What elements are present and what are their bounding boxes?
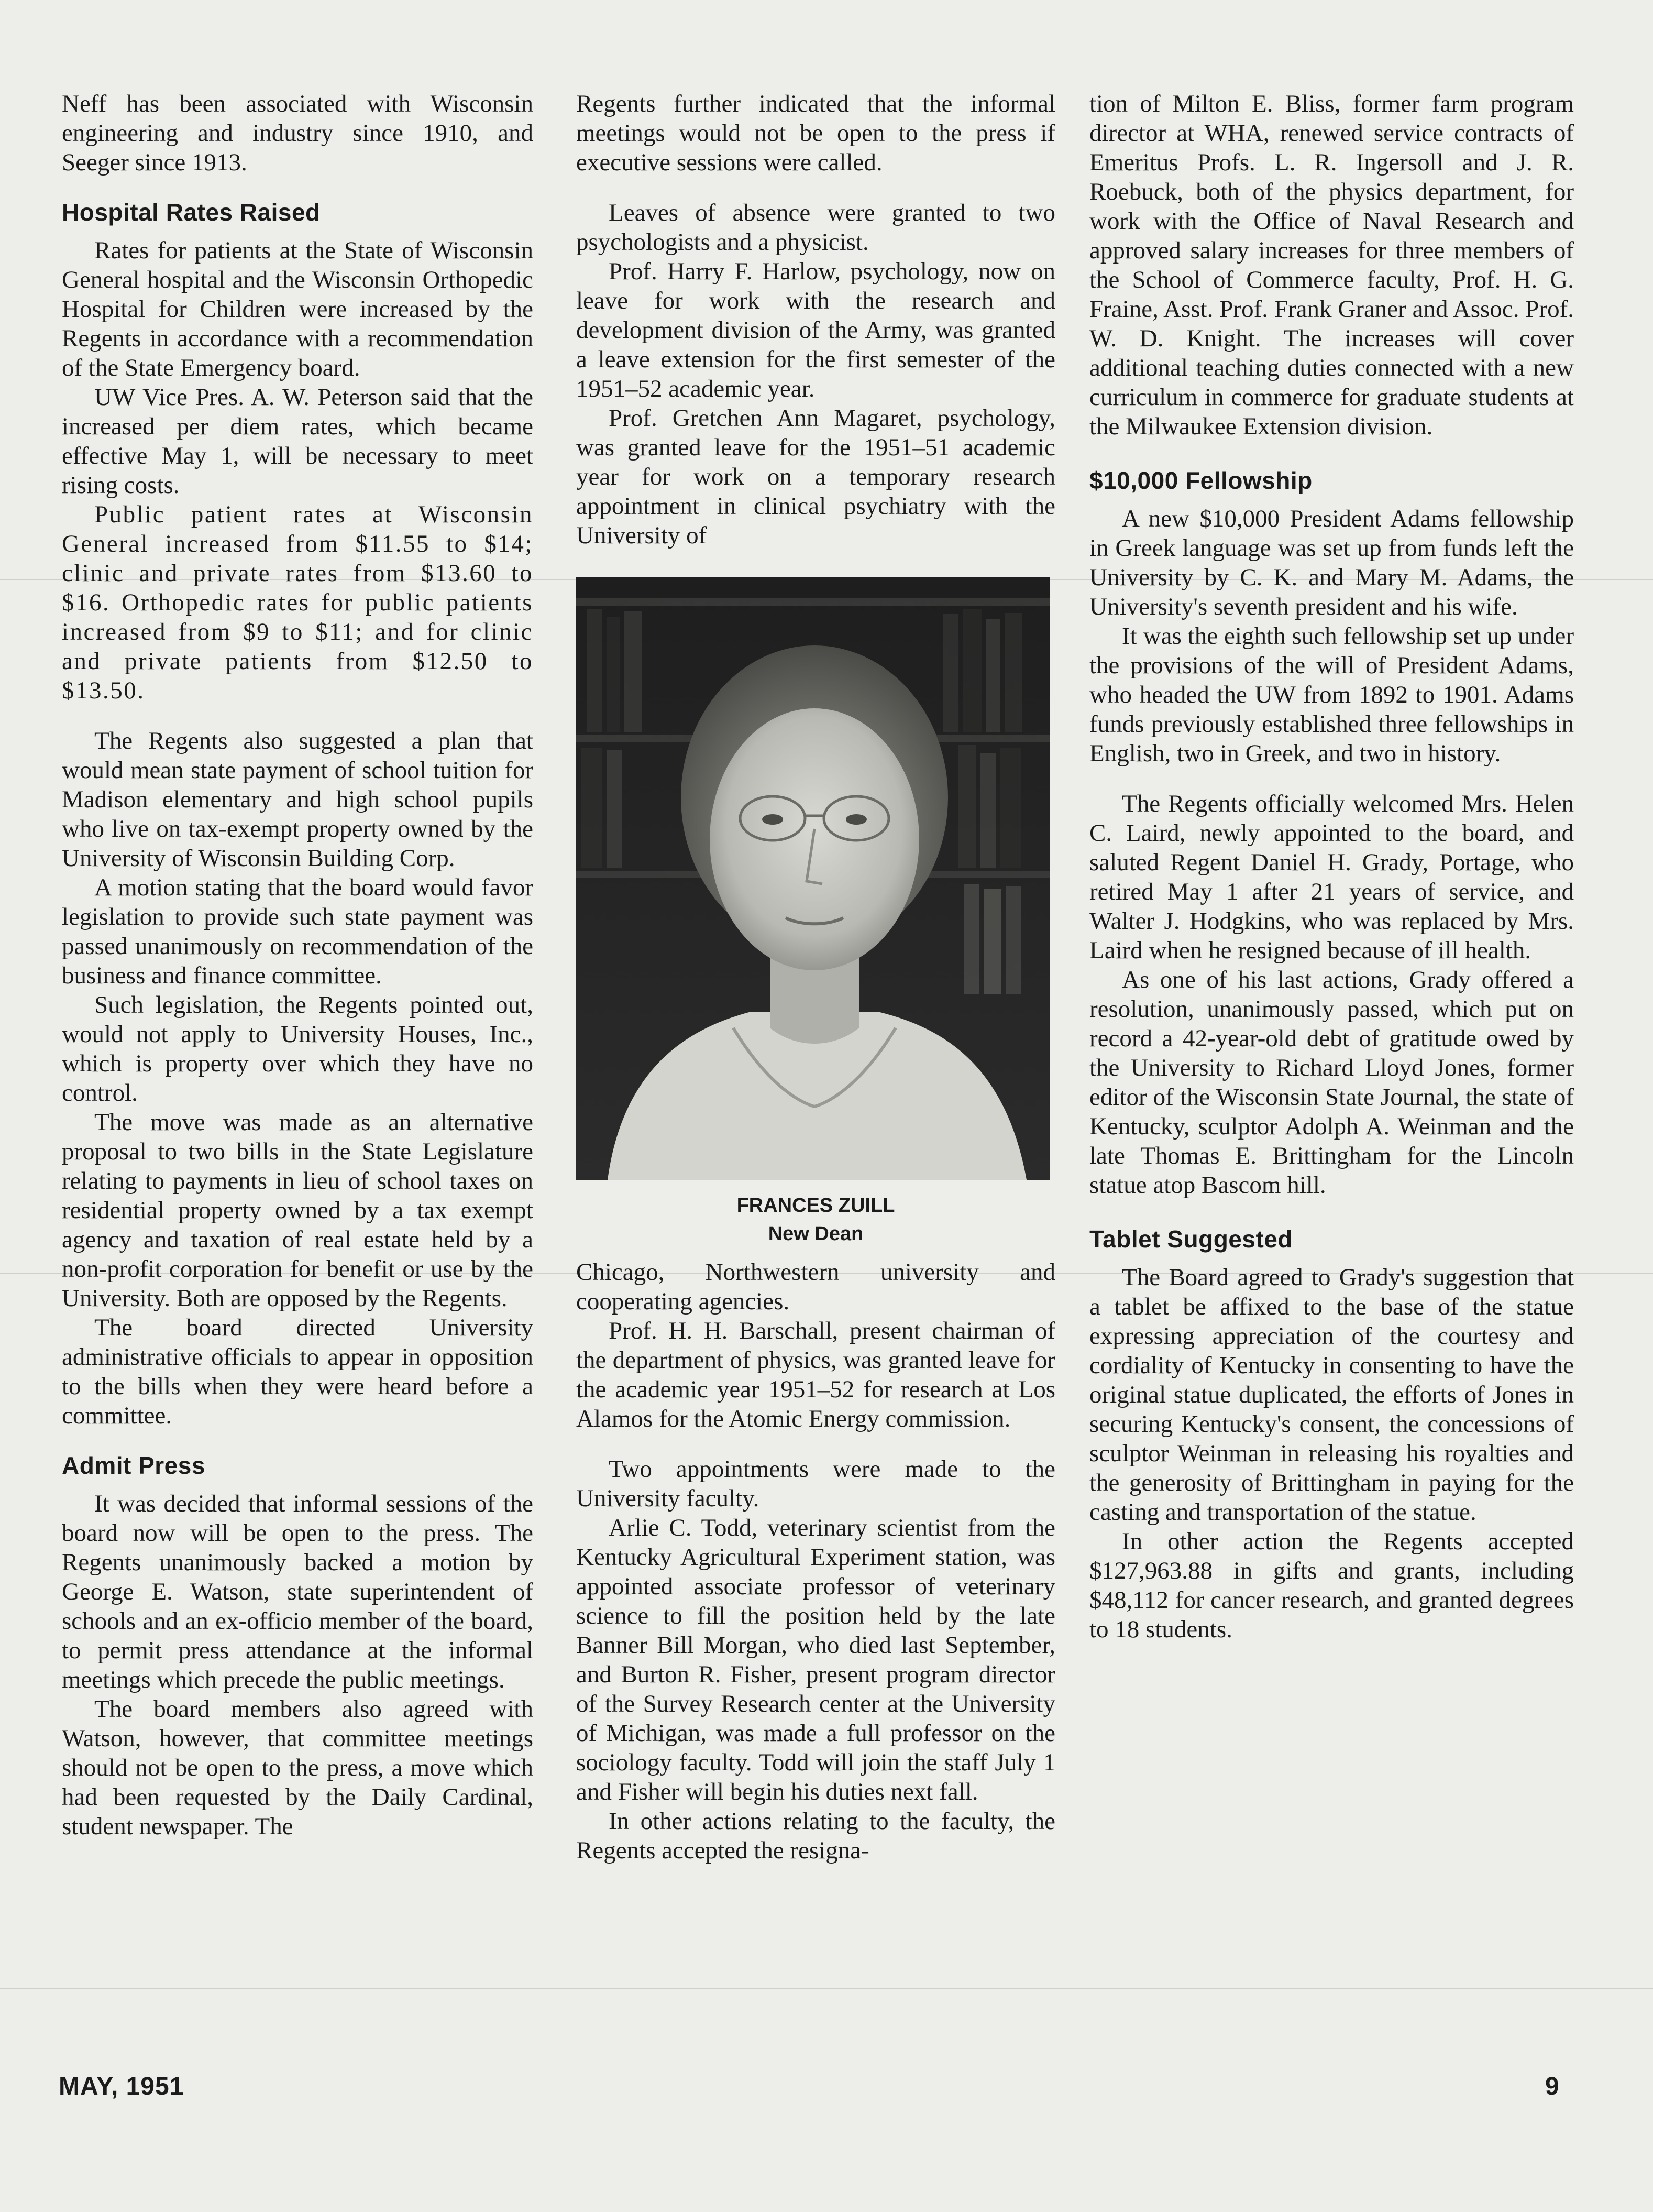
fold-line <box>0 1988 1653 1989</box>
paragraph: Chicago, Northwestern university and cooperating agencies. <box>576 1258 1055 1315</box>
paragraph: tion of Milton E. Bliss, former farm program director at WHA, renewed service contracts of Emeritus Profs. L. R. Ingersoll and J. R. Roebuck, both of the physics department, for work with the Office of Naval Research and approved salary increases for three members of the School of Commerce faculty, Prof. H. G. Fraine, Asst. Prof. Frank Graner and Assoc. Prof. W. D. Knight. The increases will cover additional teaching duties connected with a new curriculum in commerce for graduate students at the Milwaukee Extension division. <box>1089 90 1574 440</box>
paragraph: Leaves of absence were granted to two psychologists and a physicist. <box>576 199 1055 256</box>
paragraph: The Regents also suggested a plan that would mean state payment of school tuition for Madison elementary and high school pupils who live on tax-exempt property owned by the University of Wisconsin Building Corp. <box>62 727 533 872</box>
paragraph: The Board agreed to Grady's suggestion that a tablet be affixed to the base of the statue expressing appreciation of the courtesy and cordiality of Kentucky in consenting to have the original statue duplicated, the efforts of Jones in securing Kentucky's consent, the concessions of sculptor Weinman in releasing his royalties and the generosity of Brittingham in paying for the casting and transportation of the statue. <box>1089 1264 1574 1526</box>
footer-issue-date: MAY, 1951 <box>59 2073 184 2100</box>
paragraph: Prof. Gretchen Ann Magaret, psychology, was granted leave for the 1951–51 academic year for work on a temporary research appointment in clinical psychiatry with the University of <box>576 404 1055 549</box>
paragraph: Two appointments were made to the University faculty. <box>576 1455 1055 1512</box>
paragraph: Regents further indicated that the informal meetings would not be open to the press if executive sessions were called. <box>576 90 1055 176</box>
section-heading: Tablet Suggested <box>1089 1225 1293 1253</box>
paragraph: Public patient rates at Wisconsin General increased from $11.55 to $14; clinic and private rates from $13.60 to $16. Orthopedic rates for public patients increased from $9 to $11; and for clinic and private patients from $12.50 to $13.50. <box>62 501 533 704</box>
column-right <box>1089 89 1574 1644</box>
section-heading: Hospital Rates Raised <box>62 199 321 226</box>
paragraph: The move was made as an alternative proposal to two bills in the State Legislature relating to payments in lieu of school taxes on residential property owned by a tax exempt agency and taxation of real estate held by a non-profit corporation for benefit or use by the University. Both are opposed by the Regents. <box>62 1109 533 1312</box>
paragraph: As one of his last actions, Grady offered a resolution, unanimously passed, which put on record a 42-year-old debt of gratitude owed by the University to Richard Lloyd Jones, former editor of the Wisconsin State Journal, the state of Kentucky, sculptor Adolph A. Weinman and the late Thomas E. Brittingham for the Lincoln statue atop Bascom hill. <box>1089 966 1574 1199</box>
column-left <box>62 89 533 1841</box>
paragraph: The board members also agreed with Watson, however, that committee meetings should not be open to the press, a move which had been requested by the Daily Cardinal, student newspaper. The <box>62 1695 533 1840</box>
paragraph: The board directed University administrative officials to appear in opposition to the bills when they were heard before a committee. <box>62 1314 533 1429</box>
paragraph: Such legislation, the Regents pointed out, would not apply to University Houses, Inc., which is property over which they have no control. <box>62 991 533 1107</box>
photo-caption-name: FRANCES ZUILL <box>736 1195 895 1217</box>
paragraph: UW Vice Pres. A. W. Peterson said that the increased per diem rates, which became effective May 1, will be necessary to meet rising costs. <box>62 384 533 499</box>
paragraph: It was decided that informal sessions of the board now will be open to the press. The Regents unanimously backed a motion by George E. Watson, state superintendent of schools and an ex-officio member of the board, to permit press attendance at the informal meetings which precede the public meetings. <box>62 1490 533 1693</box>
column-middle <box>576 89 1055 1865</box>
paragraph: Neff has been associated with Wisconsin engineering and industry since 1910, and Seeger since 1913. <box>62 90 533 176</box>
photo-caption-title: New Dean <box>768 1223 864 1245</box>
portrait-image <box>576 577 1050 1180</box>
paragraph: The Regents officially welcomed Mrs. Helen C. Laird, newly appointed to the board, and saluted Regent Daniel H. Grady, Portage, who retired May 1 after 21 years of service, and Walter J. Hodgkins, who was replaced by Mrs. Laird when he resigned because of ill health. <box>1089 790 1574 964</box>
paragraph: In other actions relating to the faculty, the Regents accepted the resigna- <box>576 1808 1055 1864</box>
paragraph: In other action the Regents accepted $127,963.88 in gifts and grants, including $48,112 for cancer research, and granted degrees to 18 students. <box>1089 1528 1574 1643</box>
portrait-photo <box>576 577 1050 1180</box>
paragraph: A new $10,000 President Adams fellowship in Greek language was set up from funds left the University by C. K. and Mary M. Adams, the University's seventh president and his wife. <box>1089 505 1574 620</box>
paragraph: It was the eighth such fellowship set up under the provisions of the will of President Adams, who headed the UW from 1892 to 1901. Adams funds previously established three fellowships in English, two in Greek, and two in history. <box>1089 622 1574 767</box>
paragraph: Arlie C. Todd, veterinary scientist from the Kentucky Agricultural Experiment station, was appointed associate professor of veterinary science to fill the position held by the late Banner Bill Morgan, who died last September, and Burton R. Fisher, present program director of the Survey Research center at the University of Michigan, was made a full professor on the sociology faculty. Todd will join the staff July 1 and Fisher will begin his duties next fall. <box>576 1514 1055 1805</box>
paragraph: Prof. Harry F. Harlow, psychology, now on leave for work with the research and development division of the Army, was granted a leave extension for the first semester of the 1951–52 academic year. <box>576 258 1055 402</box>
paragraph: Prof. H. H. Barschall, present chairman of the department of physics, was granted leave for the academic year 1951–52 for research at Los Alamos for the Atomic Energy commission. <box>576 1317 1055 1432</box>
section-heading: Admit Press <box>62 1452 205 1479</box>
footer-page-number: 9 <box>1545 2073 1560 2100</box>
paragraph: Rates for patients at the State of Wisconsin General hospital and the Wisconsin Orthopedic Hospital for Children were increased by the Regents in accordance with a recommendation of the State Emergency board. <box>62 237 533 381</box>
section-heading: $10,000 Fellowship <box>1089 467 1313 494</box>
paragraph: A motion stating that the board would favor legislation to provide such state payment was passed unanimously on recommendation of the business and finance committee. <box>62 874 533 989</box>
